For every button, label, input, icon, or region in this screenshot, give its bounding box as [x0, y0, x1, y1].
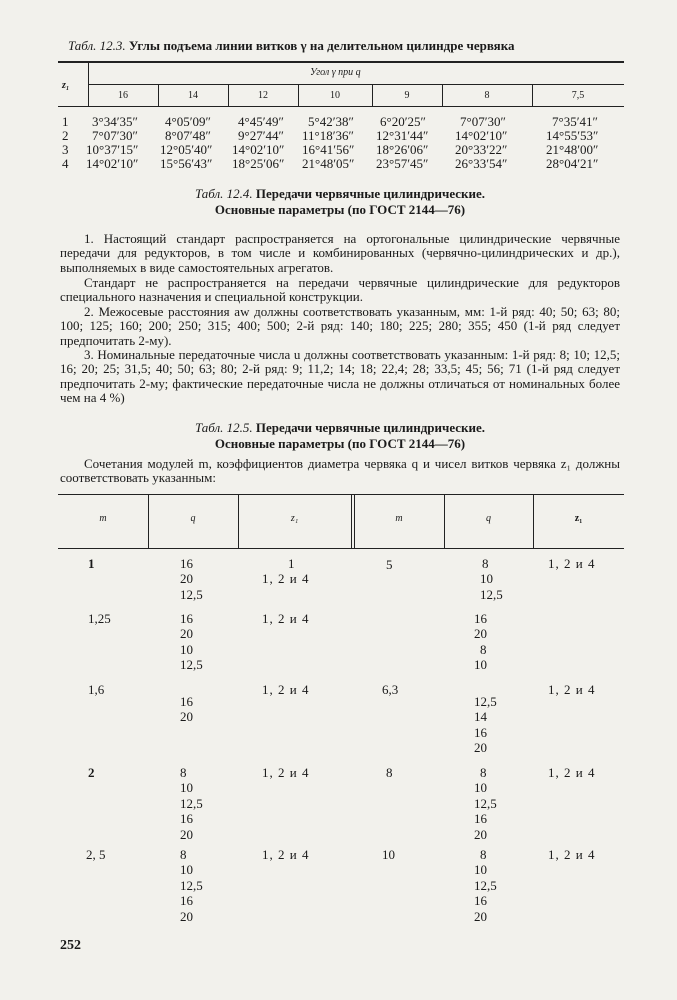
row-z: 4 — [62, 156, 69, 171]
z-list: 1, 2 и 4 — [548, 765, 596, 780]
cell: 7°07′30″ — [92, 128, 138, 143]
caption-line2: Основные параметры (по ГОСТ 2144—76) — [214, 202, 466, 217]
q-list: 16 20 10 12,5 — [180, 611, 203, 673]
z-list: 1, 2 и 4 — [262, 847, 310, 862]
cell: 16°41′56″ — [302, 142, 355, 157]
q-list: 16 20 8 10 — [474, 611, 487, 673]
cell: 14°02′10″ — [232, 142, 285, 157]
cell: 14°02′10″ — [86, 156, 139, 171]
q-header-16: 16 — [118, 90, 128, 101]
m-value: 8 — [386, 765, 393, 780]
m-value: 2 — [88, 765, 95, 780]
cell: 20°33′22″ — [455, 142, 508, 157]
paragraph-2: Стандарт не распространяется на передачи червячные цилиндрические для редукторов специального назначения и специальной конструкции. — [60, 275, 620, 305]
caption-title: Углы подъема линии витков γ на делительном цилиндре червяка — [128, 38, 515, 53]
row-z: 1 — [62, 114, 69, 129]
cell: 9°27′44″ — [238, 128, 284, 143]
z-list: 1, 2 и 4 — [548, 556, 596, 571]
table-12-5-caption — [60, 420, 620, 452]
caption-label: Табл. 12.5. — [194, 420, 253, 435]
row-z: 3 — [62, 142, 69, 157]
q-list: 16 20 — [180, 694, 193, 725]
caption-label: Табл. 12.4. — [194, 186, 253, 201]
cell: 4°45′49″ — [238, 114, 284, 129]
header-z-right: z₁ — [574, 513, 583, 524]
table-12-4-caption — [60, 186, 620, 218]
q-header-9: 9 — [404, 90, 410, 101]
q-header-7-5: 7,5 — [571, 90, 585, 101]
paragraph-4: 3. Номинальные передаточные числа u должны соответствовать указанным: 1-й ряд: 8; 10; 12,5; 16; 20; 25; 31,5; 40; 50; 63; 80; 2-й ряд: 9; 11,2; 14; 18; 22,4; 28; 33,5; 45; 56; 71 (1-й ряд следует предпочитать 2-му; фактические передаточные числа не должны отличаться от номинальных более чем на 4 %) — [60, 347, 620, 405]
m-value: 1,6 — [88, 682, 105, 697]
cell: 14°55′53″ — [546, 128, 599, 143]
q-header-8: 8 — [484, 90, 490, 101]
row-z: 2 — [62, 128, 69, 143]
m-value: 6,3 — [382, 682, 399, 697]
paragraph-1: 1. Настоящий стандарт распространяется на ортогональные цилиндрические червячные передачи для редукторов, в том числе и комбинированных (червячно-цилиндрических и др.), выполняемых в виде самостоятельных агрегатов. — [60, 231, 620, 275]
table-12-3-caption — [68, 38, 515, 54]
cell: 26°33′54″ — [455, 156, 508, 171]
m-value: 10 — [382, 847, 395, 862]
q-header-12: 12 — [258, 90, 268, 101]
table-12-5-intro: Сочетания модулей m, коэффициентов диаметра червяка q и чисел витков червяка z₁ должны соответствовать указанным: — [60, 456, 620, 486]
table-row — [62, 157, 69, 171]
q-list: 8 10 12,5 16 20 — [180, 847, 203, 924]
cell: 3°34′35″ — [92, 114, 138, 129]
cell: 5°42′38″ — [308, 114, 354, 129]
cell: 7°07′30″ — [460, 114, 506, 129]
z-list: 1, 2 и 4 — [548, 682, 596, 697]
paragraph-3: 2. Межосевые расстояния aw должны соответствовать указанным, мм: 1-й ряд: 40; 50; 63; 80; 100; 125; 160; 200; 250; 315; 400; 500; 2-й ряд: 140; 180; 225; 280; 355; 450 (1-й ряд следует предпочитать 2-му). — [60, 304, 620, 348]
z-list: 1, 2 и 4 — [262, 611, 310, 626]
caption-line1: Передачи червячные цилиндрические. — [255, 420, 486, 435]
z1-header: z₁ — [62, 80, 70, 91]
cell: 11°18′36″ — [302, 128, 354, 143]
q-list: 8 10 12,5 — [480, 556, 503, 602]
cell: 10°37′15″ — [86, 142, 139, 157]
header-q-left: q — [190, 513, 196, 524]
m-value: 2, 5 — [86, 847, 106, 862]
m-value: 5 — [386, 557, 393, 572]
z-list: 1 1, 2 и 4 — [262, 556, 310, 587]
header-m-left: m — [99, 513, 107, 524]
cell: 23°57′45″ — [376, 156, 429, 171]
q-list: 12,5 14 16 20 — [474, 694, 497, 756]
cell: 21°48′05″ — [302, 156, 355, 171]
cell: 21°48′00″ — [546, 142, 599, 157]
q-list: 8 10 12,5 16 20 — [474, 847, 497, 924]
cell: 4°05′09″ — [165, 114, 211, 129]
header-m-right: m — [395, 513, 403, 524]
q-list: 8 10 12,5 16 20 — [474, 765, 497, 842]
header-q-right: q — [486, 513, 491, 524]
q-header-10: 10 — [330, 90, 340, 101]
z-list: 1, 2 и 4 — [548, 847, 596, 862]
cell: 6°20′25″ — [380, 114, 426, 129]
q-list: 16 20 12,5 — [180, 556, 203, 602]
page-number: 252 — [60, 938, 81, 953]
q-list: 8 10 12,5 16 20 — [180, 765, 203, 842]
caption-line2: Основные параметры (по ГОСТ 2144—76) — [214, 436, 466, 451]
cell: 14°02′10″ — [455, 128, 508, 143]
cell: 18°25′06″ — [232, 156, 285, 171]
cell: 18°26′06″ — [376, 142, 429, 157]
angle-group-header: Угол γ при q — [310, 67, 361, 78]
m-value: 1 — [88, 556, 95, 571]
header-z-left: z₁ — [290, 513, 299, 524]
caption-line1: Передачи червячные цилиндрические. — [255, 186, 486, 201]
cell: 12°31′44″ — [376, 128, 429, 143]
cell: 28°04′21″ — [546, 156, 599, 171]
z-list: 1, 2 и 4 — [262, 765, 310, 780]
cell: 12°05′40″ — [160, 142, 213, 157]
cell: 15°56′43″ — [160, 156, 213, 171]
cell: 7°35′41″ — [552, 114, 598, 129]
m-value: 1,25 — [88, 611, 111, 626]
q-header-14: 14 — [188, 90, 198, 101]
caption-label: Табл. 12.3. — [68, 38, 126, 53]
z-list: 1, 2 и 4 — [262, 682, 310, 697]
cell: 8°07′48″ — [165, 128, 211, 143]
